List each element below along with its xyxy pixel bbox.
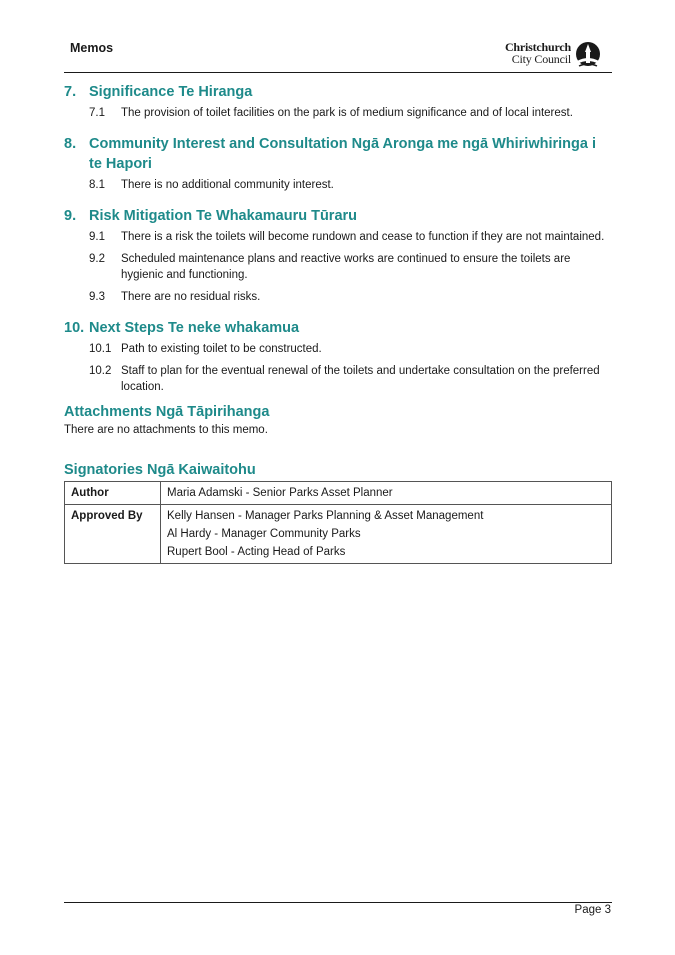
item-number: 9.3 bbox=[89, 291, 105, 303]
table-row bbox=[65, 482, 612, 505]
approved-by-label: Approved By bbox=[65, 505, 161, 564]
signatories-table bbox=[64, 481, 612, 564]
page-number: Page 3 bbox=[574, 904, 611, 916]
logo-line-2: City Council bbox=[511, 52, 571, 66]
list-item bbox=[89, 177, 612, 193]
signatories-heading: Signatories Ngā Kaiwaitohu bbox=[64, 462, 256, 478]
attachments-heading: Attachments Ngā Tāpirihanga bbox=[64, 404, 270, 420]
section-heading bbox=[64, 318, 612, 338]
list-item bbox=[89, 363, 612, 395]
approver: Al Hardy - Manager Community Parks bbox=[167, 528, 361, 540]
section-title: Community Interest and Consultation Ngā Aronga me ngā Whiriwhiringa i te Hapori bbox=[89, 136, 596, 172]
council-logo bbox=[497, 41, 601, 69]
list-item bbox=[89, 341, 612, 357]
section-heading bbox=[64, 82, 612, 102]
item-number: 9.1 bbox=[89, 231, 105, 243]
section-number: 8. bbox=[64, 136, 77, 152]
header-divider bbox=[64, 72, 612, 73]
memo-body bbox=[64, 82, 612, 564]
item-text: Path to existing toilet to be constructed. bbox=[121, 343, 322, 355]
section-heading bbox=[64, 206, 612, 226]
section-number: 10. bbox=[64, 320, 85, 336]
section-next-steps bbox=[64, 318, 612, 395]
approvers-cell bbox=[161, 505, 612, 564]
item-text: There is a risk the toilets will become rundown and cease to function if they are not maintained. bbox=[121, 231, 605, 243]
section-title: Risk Mitigation Te Whakamauru Tūraru bbox=[89, 208, 358, 224]
list-item bbox=[89, 251, 612, 283]
section-community-interest bbox=[64, 134, 612, 193]
table-row bbox=[65, 505, 612, 564]
approver: Kelly Hansen - Manager Parks Planning & Asset Management bbox=[167, 510, 484, 522]
section-heading bbox=[64, 134, 612, 174]
item-number: 8.1 bbox=[89, 179, 105, 191]
item-text: Staff to plan for the eventual renewal of the toilets and undertake consultation on the preferred location. bbox=[121, 365, 600, 393]
item-number: 10.2 bbox=[89, 365, 112, 377]
footer-divider bbox=[64, 902, 612, 903]
item-text: There are no residual risks. bbox=[121, 291, 261, 303]
item-text: The provision of toilet facilities on the park is of medium significance and of local interest. bbox=[121, 107, 573, 119]
section-risk-mitigation bbox=[64, 206, 612, 305]
list-item bbox=[89, 105, 612, 121]
item-number: 10.1 bbox=[89, 343, 112, 355]
attachments-section bbox=[64, 402, 612, 438]
section-number: 7. bbox=[64, 84, 77, 100]
cathedral-icon bbox=[575, 41, 601, 69]
author-value: Maria Adamski - Senior Parks Asset Planner bbox=[161, 482, 612, 505]
section-title: Next Steps Te neke whakamua bbox=[89, 320, 300, 336]
list-item bbox=[89, 229, 612, 245]
document-type-label: Memos bbox=[70, 41, 114, 55]
section-title: Significance Te Hiranga bbox=[89, 84, 253, 100]
signatories-section bbox=[64, 460, 612, 564]
section-number: 9. bbox=[64, 208, 77, 224]
author-label: Author bbox=[65, 482, 161, 505]
item-number: 7.1 bbox=[89, 107, 105, 119]
item-text: There is no additional community interest. bbox=[121, 179, 334, 191]
item-number: 9.2 bbox=[89, 253, 105, 265]
attachments-text: There are no attachments to this memo. bbox=[64, 424, 268, 436]
list-item bbox=[89, 289, 612, 305]
logo-line-1: Christchurch bbox=[504, 40, 571, 54]
item-text: Scheduled maintenance plans and reactive works are continued to ensure the toilets are hygienic and functioning. bbox=[121, 253, 571, 281]
section-significance bbox=[64, 82, 612, 121]
approver: Rupert Bool - Acting Head of Parks bbox=[167, 546, 346, 558]
